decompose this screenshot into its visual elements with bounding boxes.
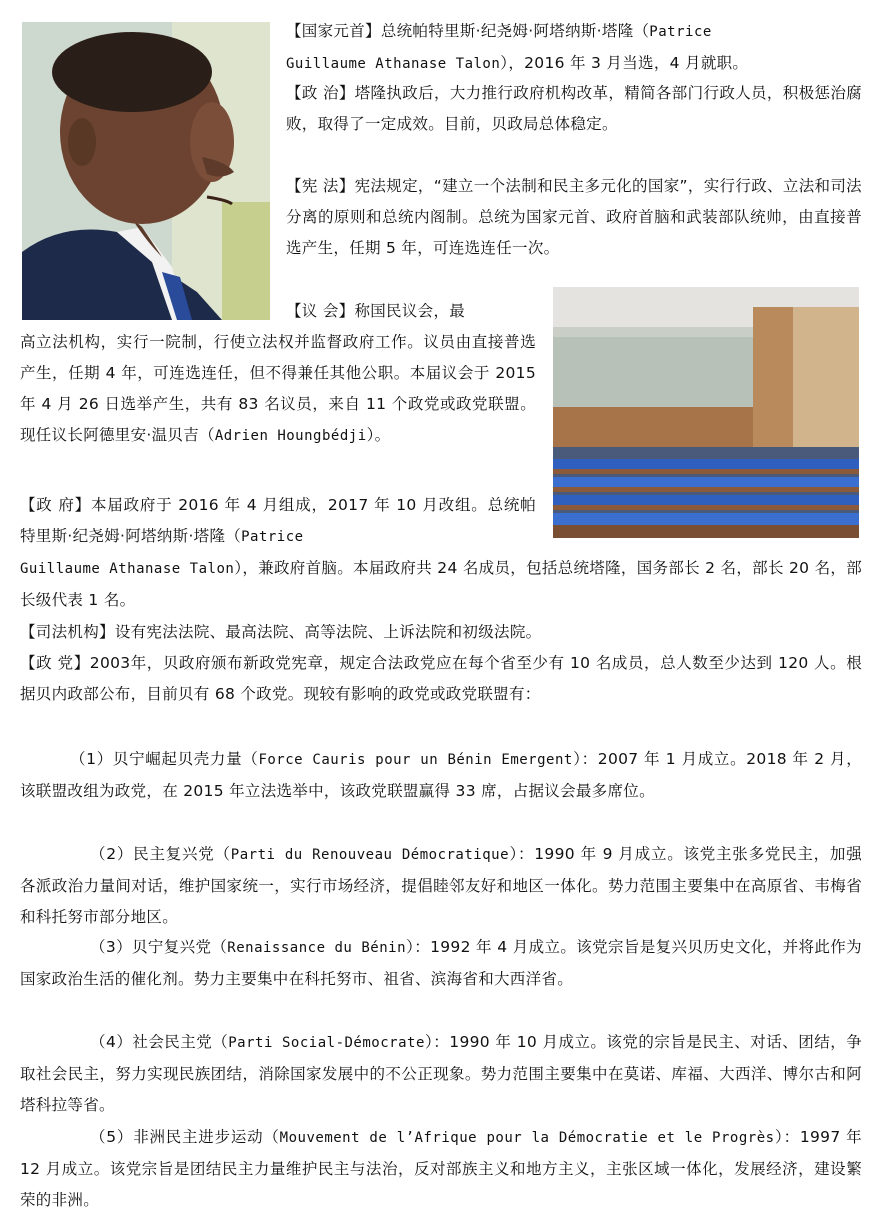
government-latin-2: Guillaume Athanase Talon bbox=[20, 561, 235, 577]
party-description: ）：1990 年 10 月成立。该党的宗旨是民主、对话、团结，争取社会民主，努力实现民族团结，消除国家发展中的不公正现象。势力范围主要集中在莫诺、库福、大西洋、博尔古和阿塔科拉等省。 bbox=[20, 1033, 862, 1114]
constitution-paragraph bbox=[286, 171, 862, 264]
government-paragraph-body bbox=[20, 553, 862, 616]
party-name: 贝宁复兴党（ bbox=[132, 938, 228, 956]
government-tag: 【政 府】 bbox=[20, 496, 91, 514]
party-number: （5） bbox=[90, 1128, 134, 1146]
head-of-state-text-2: ），2016 年 3 月当选，4 月就职。 bbox=[500, 54, 749, 72]
party-number: （3） bbox=[90, 938, 132, 956]
party-name: 贝宁崛起贝壳力量（ bbox=[112, 750, 259, 768]
head-of-state-text-1: 总统帕特里斯·纪尧姆·阿塔纳斯·塔隆（ bbox=[380, 22, 650, 40]
party-latin-name: Mouvement de l’Afrique pour la Démocratie et le Progrès bbox=[279, 1130, 775, 1146]
politics-tag: 【政 治】 bbox=[286, 84, 355, 102]
parties-tag: 【政 党】 bbox=[20, 654, 90, 672]
party-list-item bbox=[20, 839, 862, 933]
head-of-state-latin-2: Guillaume Athanase Talon bbox=[286, 56, 501, 72]
government-text-a: 本届政府于 2016 年 4 月组成，2017 年 10 月改组。总统帕特里斯·纪尧姆·阿塔纳斯·塔隆（ bbox=[20, 496, 536, 545]
parliament-hall-photo bbox=[553, 287, 859, 538]
government-text-b: ），兼政府首脑。本届政府共 24 名成员，包括总统塔隆，国务部长 2 名，部长 20 名，部长级代表 1 名。 bbox=[20, 559, 862, 609]
constitution-tag: 【宪 法】 bbox=[286, 177, 355, 195]
judiciary-tag: 【司法机构】 bbox=[20, 623, 115, 641]
head-of-state-paragraph bbox=[286, 16, 862, 80]
party-list-item bbox=[20, 1122, 862, 1216]
party-latin-name: Parti Social-Démocrate bbox=[228, 1035, 425, 1051]
party-number: （4） bbox=[90, 1033, 133, 1051]
politics-text: 塔隆执政后，大力推行政府机构改革，精简各部门行政人员，积极惩治腐败，取得了一定成效。目前，贝政局总体稳定。 bbox=[286, 84, 862, 133]
parliament-paragraph-body bbox=[20, 327, 536, 452]
party-description: ）：1990 年 9 月成立。该党主张多党民主，加强各派政治力量间对话，维护国家统一，实行市场经济，提倡睦邻友好和地区一体化。势力范围主要集中在高原省、韦梅省和科托努市部分地区。 bbox=[20, 845, 862, 926]
parliament-paragraph-head bbox=[286, 296, 536, 327]
party-latin-name: Force Cauris pour un Bénin Emergent bbox=[258, 752, 573, 768]
parties-text: 2003年，贝政府颁布新政党宪章，规定合法政党应在每个省至少有 10 名成员，总人数至少达到 120 人。根据贝内政部公布，目前贝有 68 个政党。现较有影响的政党或政党联盟有： bbox=[20, 654, 862, 703]
party-name: 民主复兴党（ bbox=[133, 845, 231, 863]
party-latin-name: Renaissance du Bénin bbox=[227, 940, 407, 956]
party-latin-name: Parti du Renouveau Démocratique bbox=[230, 847, 509, 863]
parties-paragraph bbox=[20, 648, 862, 710]
parliament-speaker-latin: Adrien Houngbédji bbox=[214, 428, 367, 444]
party-description: ）：1992 年 4 月成立。该党宗旨是复兴贝历史文化，并将此作为国家政治生活的催化剂。势力主要集中在科托努市、祖省、滨海省和大西洋省。 bbox=[20, 938, 862, 988]
judiciary-paragraph bbox=[20, 617, 862, 648]
party-description: ）：2007 年 1 月成立。2018 年 2 月，该联盟改组为政党，在 2015 年立法选举中，该政党联盟赢得 33 席，占据议会最多席位。 bbox=[20, 750, 863, 800]
party-number: （2） bbox=[90, 845, 134, 863]
head-of-state-tag: 【国家元首】 bbox=[286, 22, 381, 40]
politics-paragraph bbox=[286, 78, 862, 140]
party-name: 非洲民主进步运动（ bbox=[133, 1128, 280, 1146]
constitution-text: 宪法规定，“建立一个法制和民主多元化的国家”，实行行政、立法和司法分离的原则和总统内阁制。总统为国家元首、政府首脑和武装部队统帅，由直接普选产生，任期 5 年，可连选连任一次。 bbox=[286, 177, 862, 257]
party-number: （1） bbox=[70, 750, 113, 768]
parliament-text-a: 称国民议会，最 bbox=[354, 302, 466, 320]
government-paragraph-head bbox=[20, 490, 536, 553]
party-name: 社会民主党（ bbox=[132, 1033, 229, 1051]
government-latin-1: Patrice bbox=[241, 529, 304, 545]
party-description: ）：1997 年 12 月成立。该党宗旨是团结民主力量维护民主与法治，反对部族主义和地方主义，主张区域一体化，发展经济，建设繁荣的非洲。 bbox=[20, 1128, 862, 1209]
party-list-item bbox=[20, 1027, 862, 1121]
parliament-text-c: ）。 bbox=[366, 426, 391, 444]
parliament-tag: 【议 会】 bbox=[286, 302, 355, 320]
head-of-state-latin-1: Patrice bbox=[649, 24, 712, 40]
president-portrait-photo bbox=[22, 22, 270, 320]
party-list-item bbox=[20, 932, 862, 995]
party-list-item bbox=[20, 744, 862, 807]
parliament-text-b: 高立法机构，实行一院制，行使立法权并监督政府工作。议员由直接普选产生，任期 4 年，可连选连任，但不得兼任其他公职。本届议会于 2015 年 4 月 26 日选举产生，共有 83 名议员，来自 11 个政党或政党联盟。现任议长阿德里安·温贝吉（ bbox=[20, 333, 536, 444]
judiciary-text: 设有宪法法院、最高法院、高等法院、上诉法院和初级法院。 bbox=[114, 623, 542, 641]
